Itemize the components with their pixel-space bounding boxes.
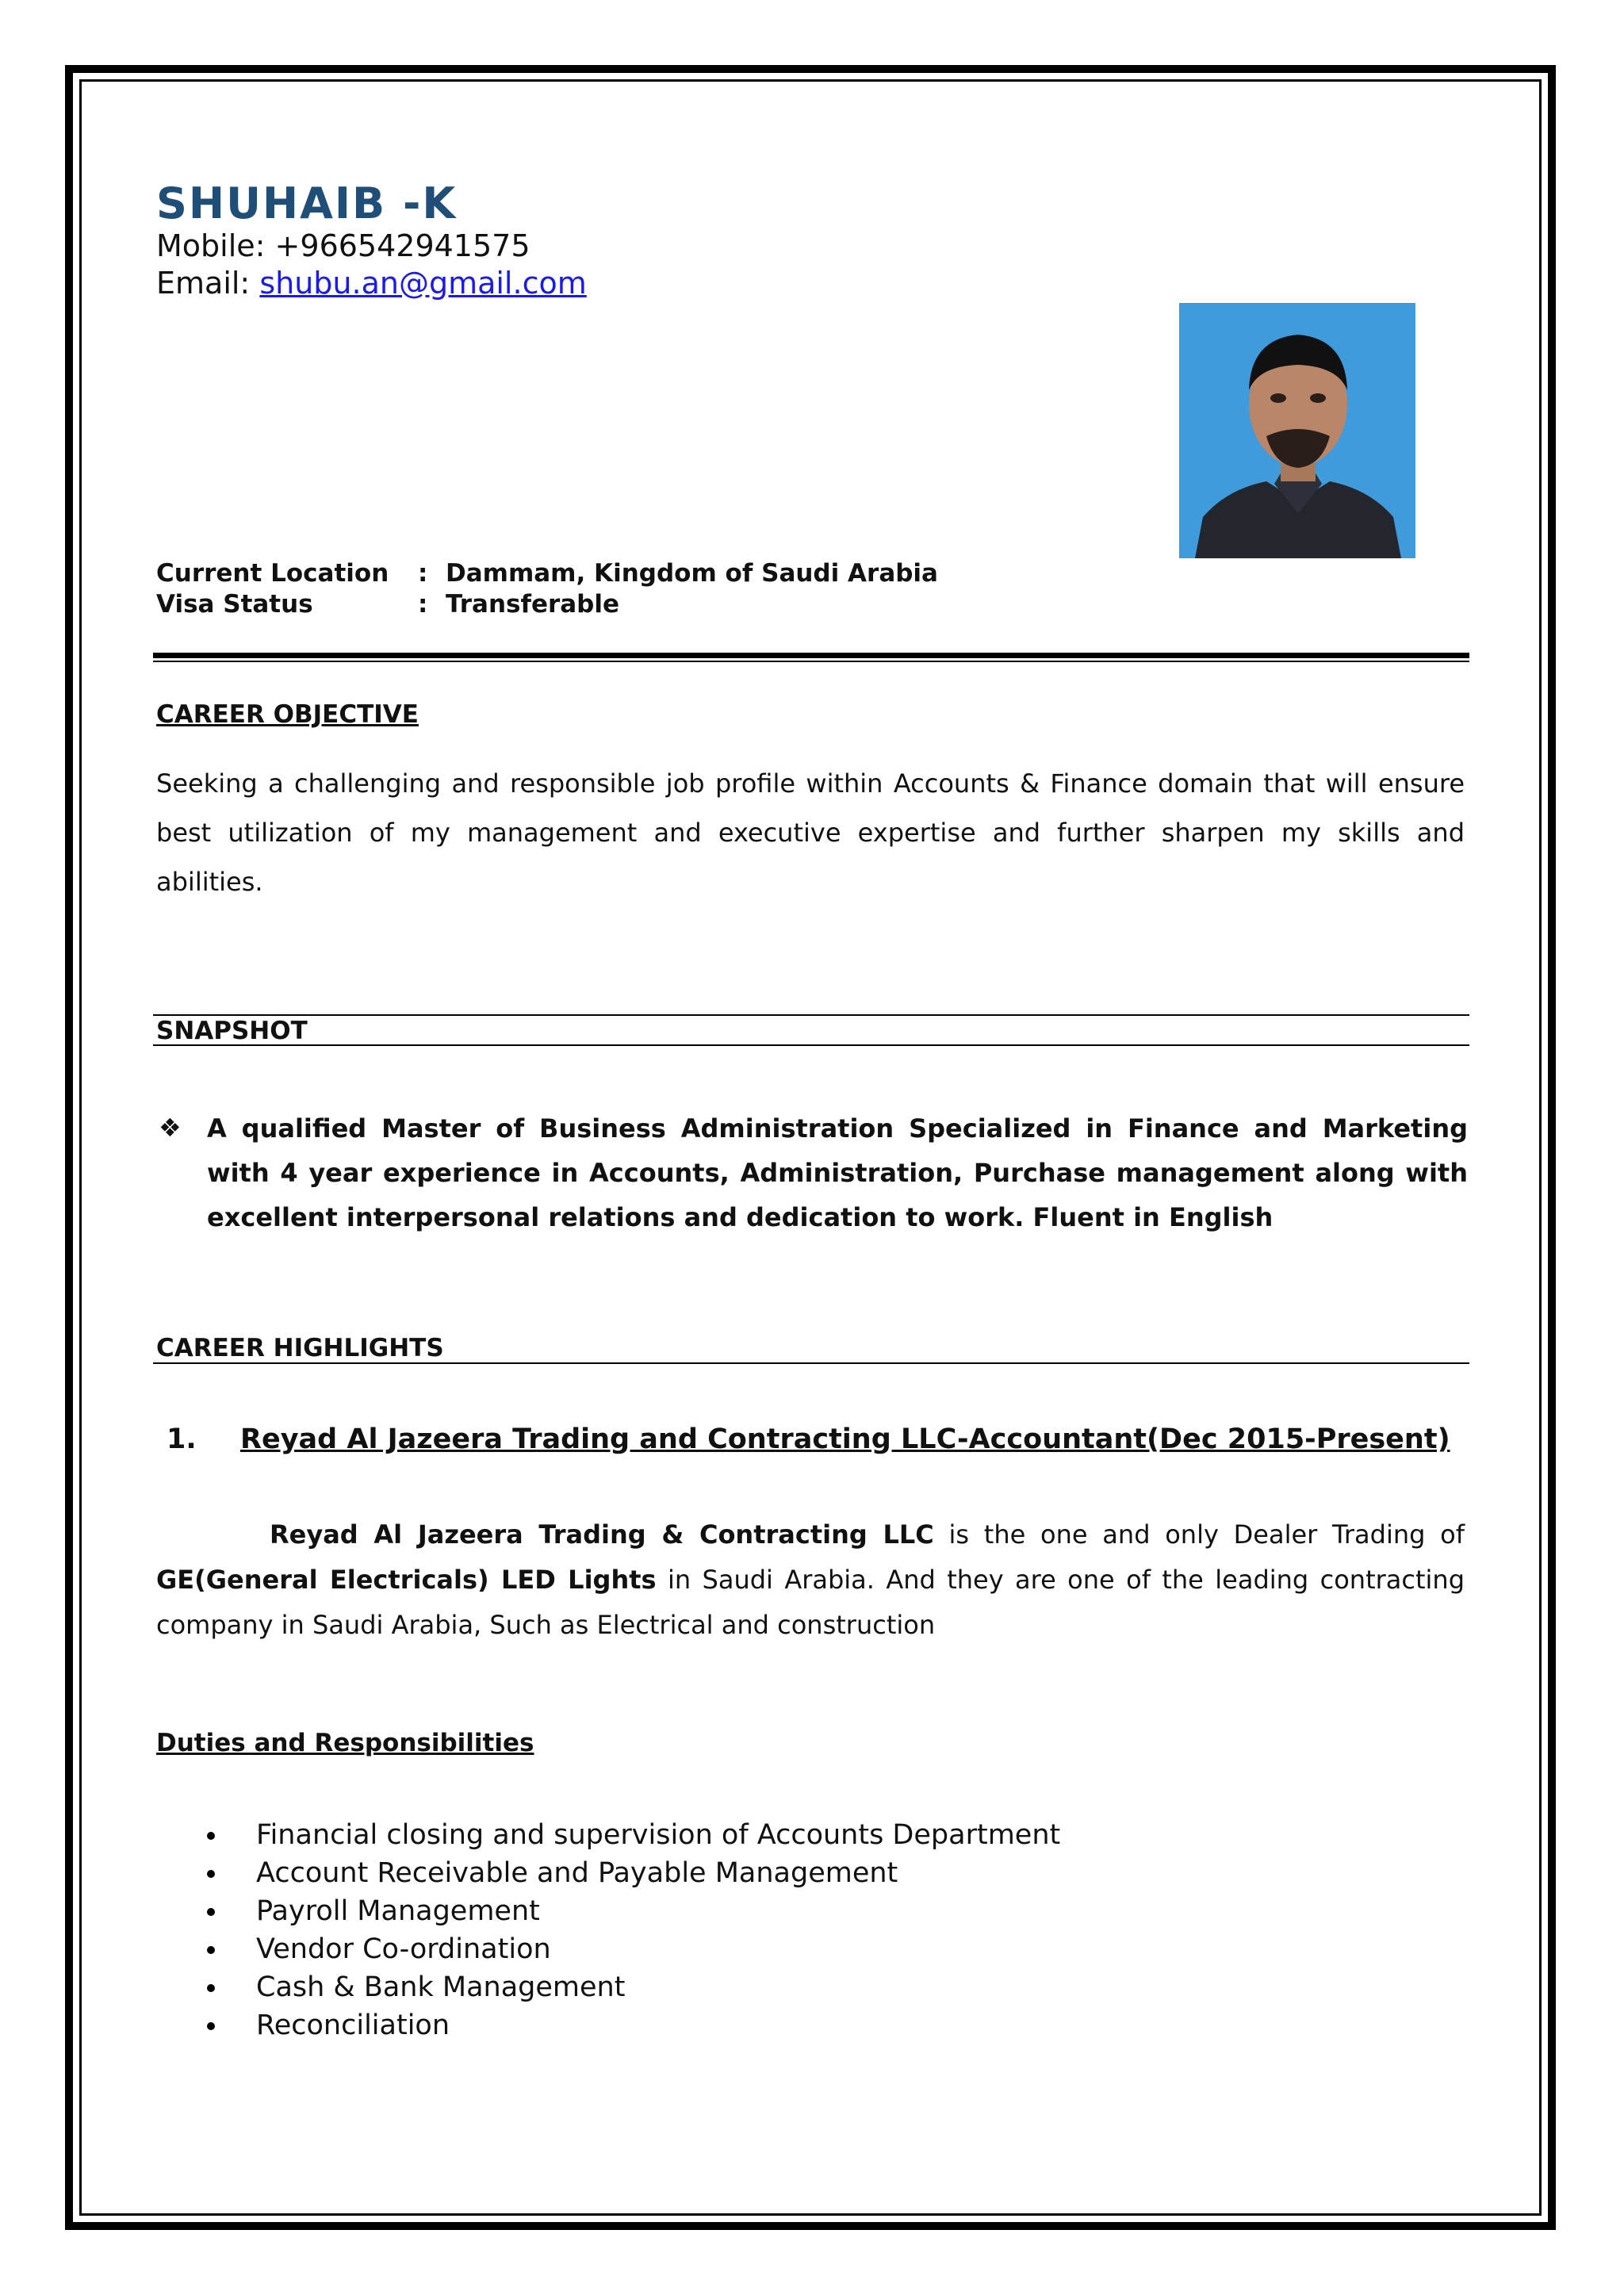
snapshot-text: A qualified Master of Business Administration Specialized in Finance and Marketing with 4 year experience in Accounts, Administration, Purchase management along with excellent interpersonal relations and dedication to work. Fluent in English — [207, 1113, 1468, 1232]
company-text-1: is the one and only Dealer Trading of — [933, 1519, 1465, 1550]
mobile-label: Mobile: — [156, 228, 266, 263]
duty-text: Payroll Management — [256, 1895, 540, 1927]
profile-photo — [1179, 303, 1415, 558]
duty-text: Reconciliation — [256, 2010, 450, 2041]
bullet-icon — [207, 1832, 215, 1840]
career-highlights-heading: CAREER HIGHLIGHTS — [156, 1334, 444, 1362]
duties-list — [202, 1816, 1060, 2044]
visa-status-colon: : — [418, 590, 428, 619]
snapshot-bottom-rule — [153, 1044, 1469, 1046]
email-line — [156, 266, 587, 301]
job-number: 1. — [167, 1423, 197, 1455]
current-location-value: Dammam, Kingdom of Saudi Arabia — [446, 559, 938, 588]
job-title: Reyad Al Jazeera Trading and Contracting LLC-Accountant(Dec 2015-Present) — [240, 1423, 1450, 1455]
bullet-icon — [207, 1870, 215, 1878]
profile-photo-illustration — [1179, 303, 1415, 558]
header-divider — [153, 653, 1469, 662]
current-location-label: Current Location — [156, 559, 389, 588]
list-item — [202, 1892, 1060, 1930]
company-name: Reyad Al Jazeera Trading & Contracting LLC — [270, 1519, 934, 1550]
snapshot-bullet-icon: ❖ — [159, 1113, 182, 1143]
email-link[interactable]: shubu.an@gmail.com — [259, 266, 587, 301]
career-objective-heading: CAREER OBJECTIVE — [156, 700, 419, 729]
duties-heading: Duties and Responsibilities — [156, 1729, 534, 1757]
career-highlights-rule — [153, 1362, 1469, 1364]
bullet-icon — [207, 1946, 215, 1954]
company-text-2: in Saudi Arabia. And they are one of the leading contracting company in Saudi Arabia, Such as Electrical and construction — [156, 1565, 1465, 1640]
duty-text: Cash & Bank Management — [256, 1971, 626, 2003]
visa-status-row — [156, 590, 619, 619]
duty-text: Account Receivable and Payable Management — [256, 1857, 898, 1889]
mobile-line — [156, 228, 530, 263]
bullet-icon — [207, 1908, 215, 1916]
list-item — [202, 1854, 1060, 1892]
duty-text: Vendor Co-ordination — [256, 1933, 551, 1965]
list-item — [202, 1968, 1060, 2006]
company-description — [156, 1512, 1465, 1648]
list-item — [202, 1930, 1060, 1968]
list-item — [202, 1816, 1060, 1854]
duty-text: Financial closing and supervision of Accounts Department — [256, 1819, 1061, 1851]
bullet-icon — [207, 1984, 215, 1992]
snapshot-top-rule — [153, 1014, 1469, 1016]
list-item — [202, 2006, 1060, 2044]
snapshot-heading: SNAPSHOT — [156, 1017, 308, 1045]
company-product: GE(General Electricals) LED Lights — [156, 1565, 657, 1595]
candidate-name: SHUHAIB -K — [156, 178, 458, 228]
current-location-row — [156, 559, 938, 588]
current-location-colon: : — [418, 559, 428, 588]
bullet-icon — [207, 2022, 215, 2030]
visa-status-value: Transferable — [446, 590, 620, 619]
career-objective-text: Seeking a challenging and responsible job profile within Accounts & Finance domain that will ensure best utilization of my management and executive expertise and further sharpen my skills and abilities. — [156, 768, 1465, 897]
mobile-number: +966542941575 — [274, 228, 530, 263]
email-label: Email: — [156, 266, 251, 301]
visa-status-label: Visa Status — [156, 590, 313, 619]
